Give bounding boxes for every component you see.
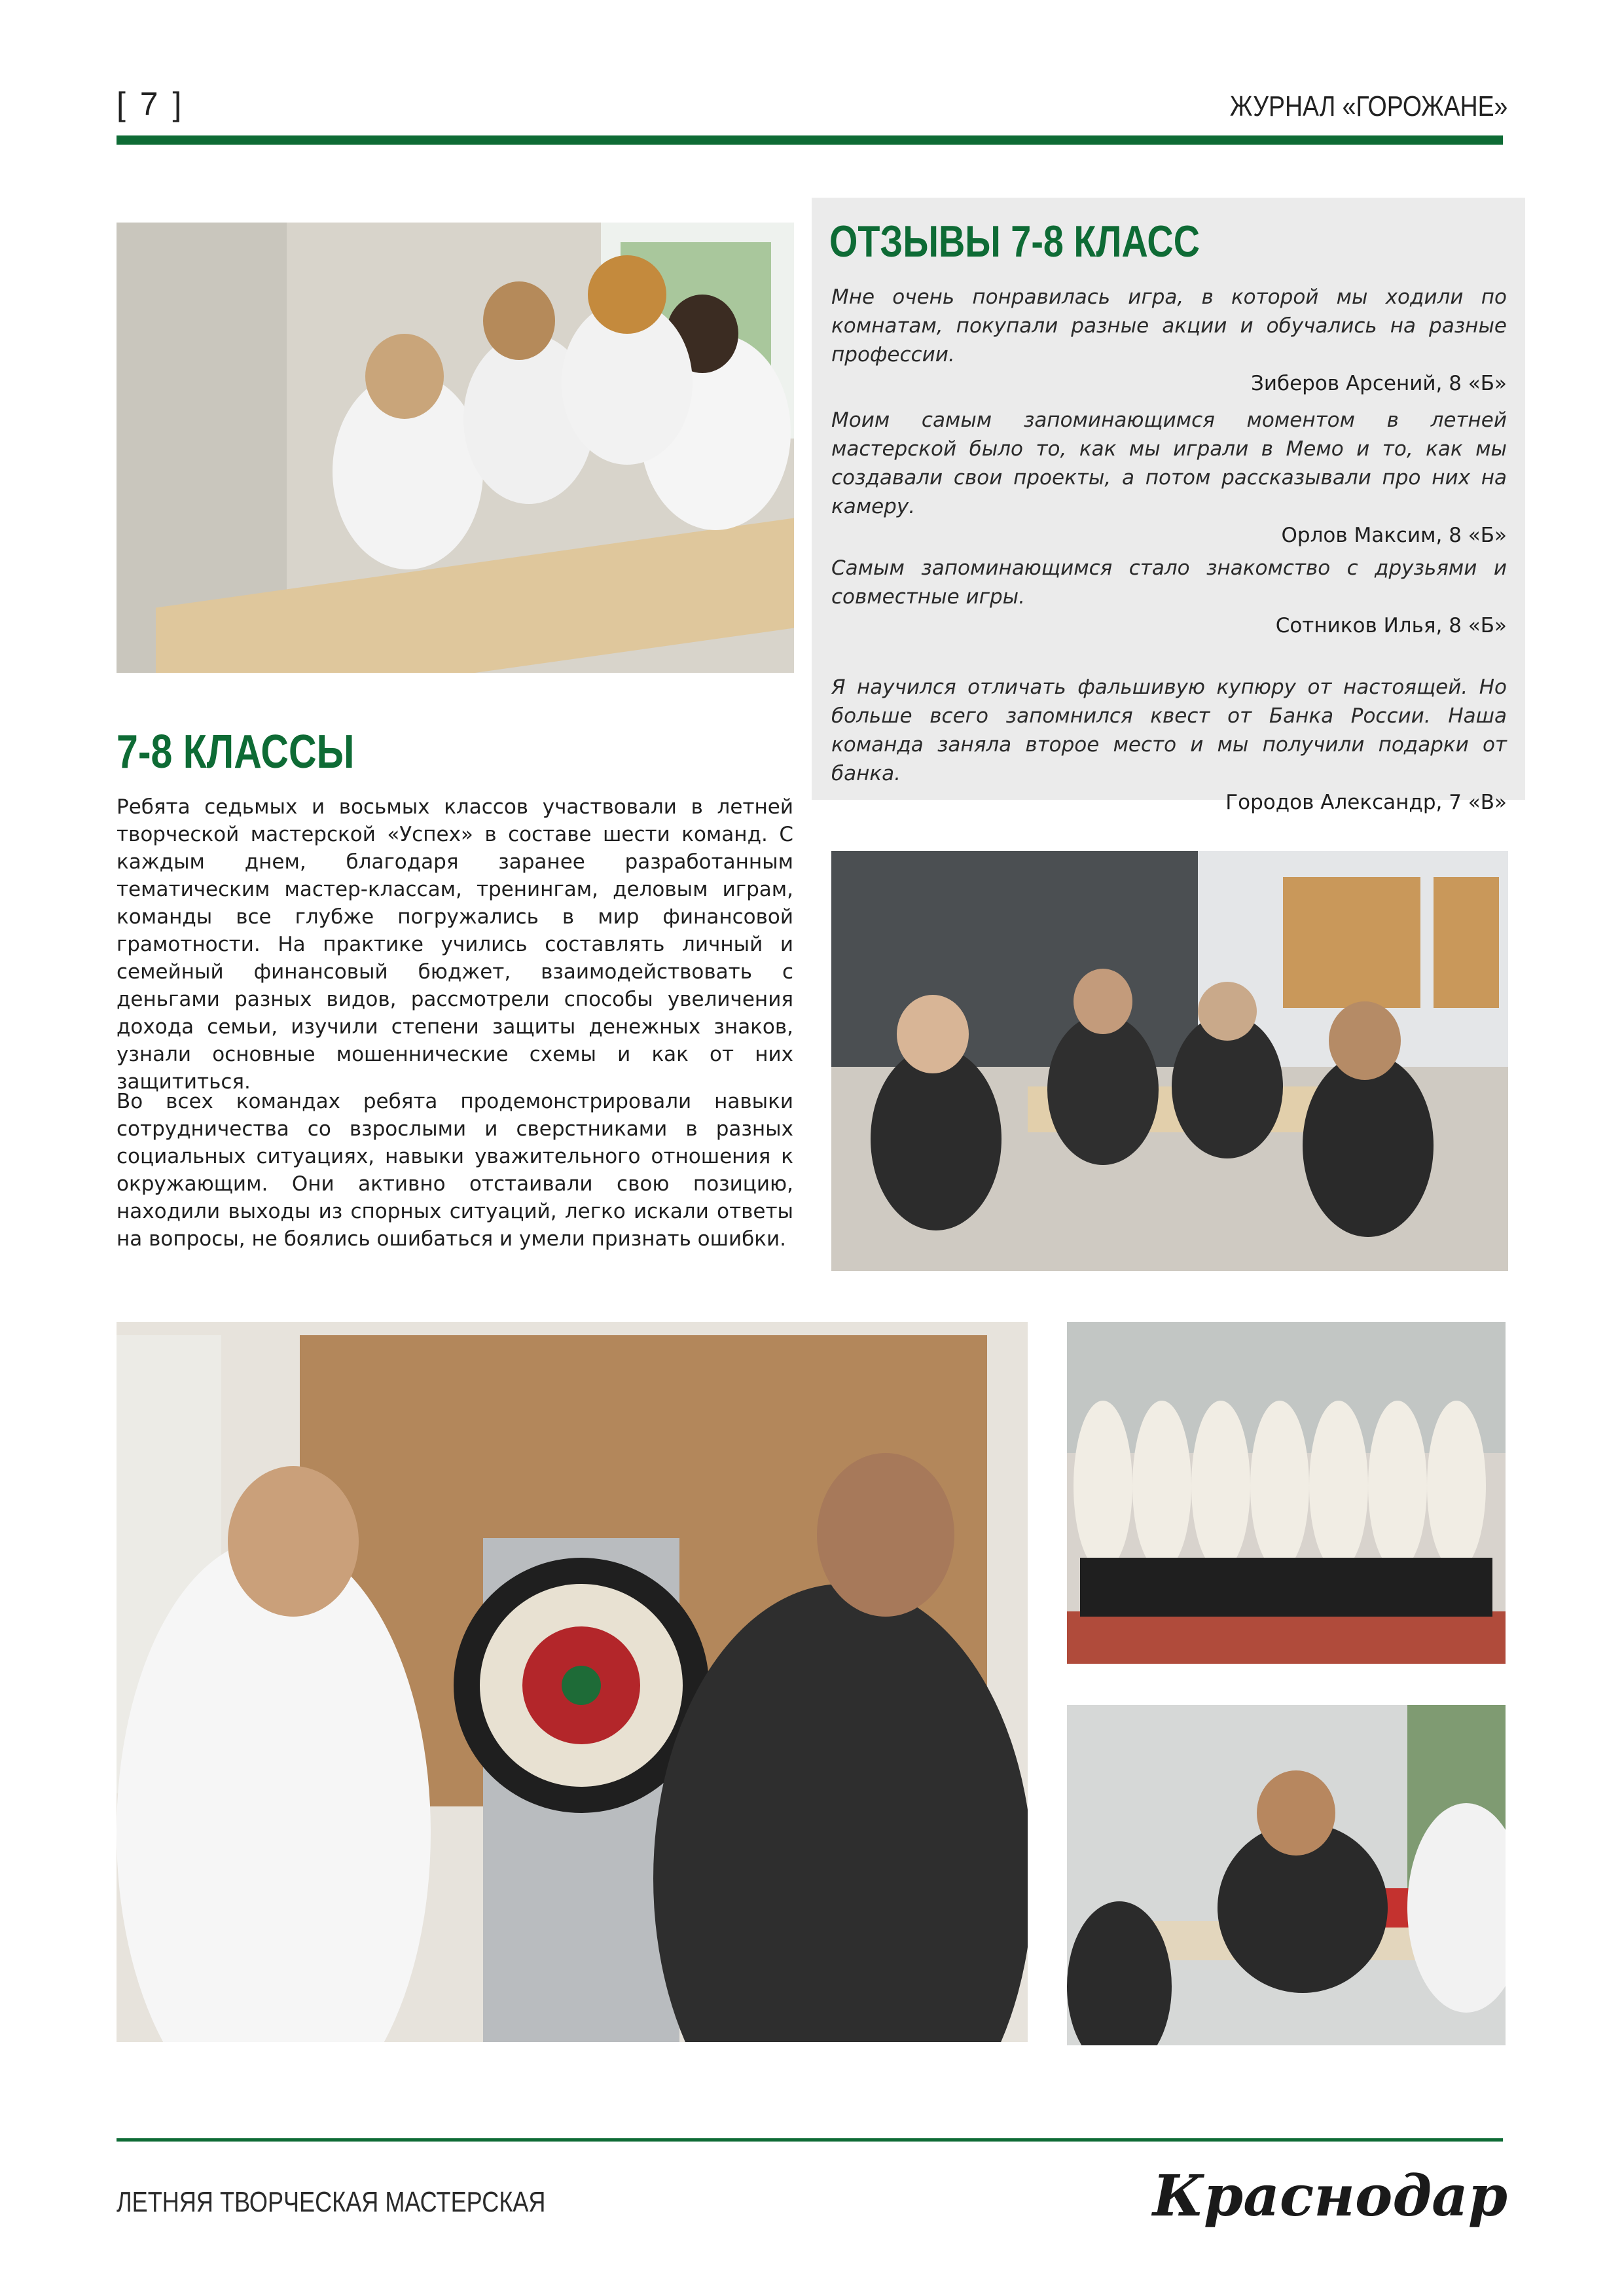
page-number: [ 7 ] bbox=[117, 86, 185, 122]
footer-text: ЛЕТНЯЯ ТВОРЧЕСКАЯ МАСТЕРСКАЯ bbox=[117, 2186, 546, 2218]
review-author: Орлов Максим, 8 «Б» bbox=[1281, 524, 1507, 547]
review-item bbox=[831, 283, 1507, 398]
review-text: Мне очень понравилась игра, в которой мы ходили по комнатам, покупали разные акции и обучались на разные профессии. bbox=[831, 285, 1507, 367]
footer-rule bbox=[117, 2138, 1503, 2142]
review-text: Я научился отличать фальшивую купюру от настоящей. Но больше всего запомнился квест от Банка России. Наша команда заняла второе место и мы получили подарки от банка. bbox=[831, 675, 1507, 785]
review-author: Сотников Илья, 8 «Б» bbox=[1275, 614, 1507, 637]
photo-darts-game bbox=[117, 1322, 1028, 2042]
photo-boy-board-game bbox=[1067, 1705, 1506, 2045]
review-item bbox=[831, 554, 1507, 640]
krasnodar-logo: Краснодар bbox=[1152, 2163, 1507, 2229]
review-text: Моим самым запоминающимся моментом в летней мастерской было то, как мы играли в Мемо и то, как мы создавали свои проекты, а потом рассказывали про них на камеру. bbox=[831, 408, 1507, 518]
reviews-title: ОТЗЫВЫ 7-8 КЛАСС bbox=[829, 217, 1200, 266]
section-paragraph: Ребята седьмых и восьмых классов участвовали в летней творческой мастерской «Успех» в составе шести команд. С каждым днем, благодаря заранее разработанным тематическим мастер-классам, тренингам, деловым играм, команды все глубже погружались в мир финансовой грамотности. На практике учились составлять личный и семейный финансовый бюджет, взаимодействовать с деньгами разных видов, рассмотрели способы увеличения дохода семьи, изучили степени защиты денежных знаков, узнали основные мошеннические схемы и как от них защититься. bbox=[117, 795, 793, 1094]
header-rule bbox=[117, 135, 1503, 145]
review-author: Городов Александр, 7 «В» bbox=[1225, 791, 1507, 814]
review-text: Самым запоминающимся стало знакомство с друзьями и совместные игры. bbox=[831, 556, 1507, 609]
photo-group-lineup bbox=[1067, 1322, 1506, 1664]
review-item bbox=[831, 406, 1507, 550]
section-paragraph: Во всех командах ребята продемонстрировали навыки сотрудничества со взрослыми и сверстниками в разных социальных ситуациях, навыки уважительного отношения к окружающим. Они активно отстаивали свою позицию, находили выходы из спорных ситуаций, легко искали ответы на вопросы, не боялись ошибаться и умели признать ошибки. bbox=[117, 1090, 793, 1251]
photo-students-card-game bbox=[117, 223, 794, 673]
review-item bbox=[831, 673, 1507, 817]
magazine-name: ЖУРНАЛ «ГОРОЖАНЕ» bbox=[1229, 90, 1507, 122]
review-author: Зиберов Арсений, 8 «Б» bbox=[1250, 372, 1507, 395]
photo-group-at-table bbox=[831, 851, 1508, 1271]
section-title: 7-8 КЛАССЫ bbox=[117, 726, 355, 778]
